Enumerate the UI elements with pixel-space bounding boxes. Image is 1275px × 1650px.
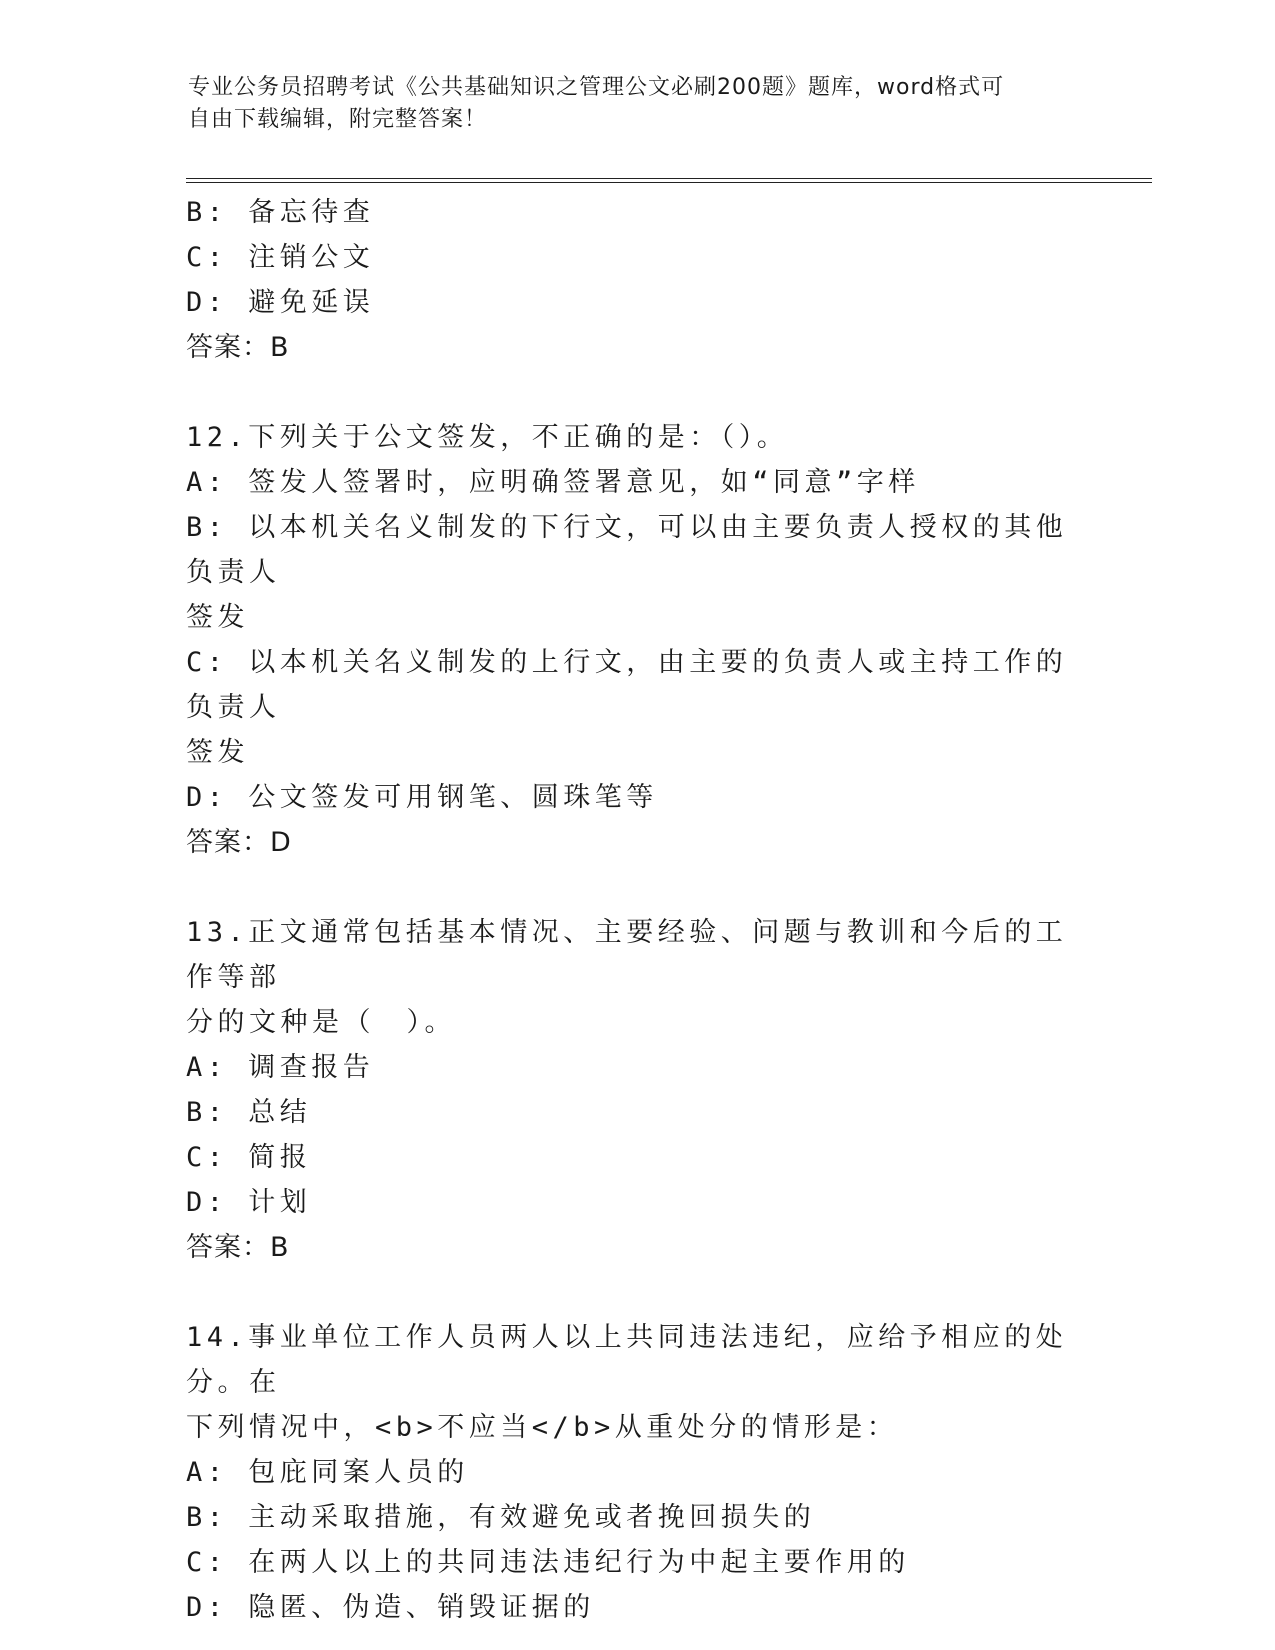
header-divider (186, 178, 1152, 183)
question-stem: 14.事业单位工作人员两人以上共同违法违纪，应给予相应的处分。在 (186, 1322, 1068, 1398)
question-stem-continued: 下列情况中，<b>不应当</b>从重处分的情形是： (186, 1412, 899, 1443)
option-c: C: 在两人以上的共同违法违纪行为中起主要作用的 (186, 1547, 910, 1578)
option-d: D: 隐匿、伪造、销毁证据的 (186, 1592, 595, 1623)
spacer (186, 865, 1086, 910)
option-a: A: 签发人签署时，应明确签署意见，如“同意”字样 (186, 467, 920, 498)
page-header (188, 72, 1068, 136)
answer-line: 答案：B (186, 1232, 290, 1263)
question-block-13 (186, 910, 1086, 1270)
option-c: C: 简报 (186, 1142, 312, 1173)
question-stem: 13.正文通常包括基本情况、主要经验、问题与教训和今后的工作等部 (186, 917, 1068, 993)
spacer (186, 1270, 1086, 1315)
question-block-14 (186, 1315, 1086, 1630)
option-c: C: 以本机关名义制发的上行文，由主要的负责人或主持工作的负责人 (186, 647, 1068, 723)
header-title-line-2: 自由下载编辑，附完整答案！ (188, 107, 488, 132)
question-block-11 (186, 190, 1086, 370)
option-d: D: 避免延误 (186, 287, 375, 318)
option-a: A: 调查报告 (186, 1052, 375, 1083)
header-title-line-1: 专业公务员招聘考试《公共基础知识之管理公文必刷200题》题库，word格式可 (188, 75, 1005, 100)
answer-line: 答案：B (186, 332, 290, 363)
option-b-continued: 签发 (186, 602, 249, 633)
option-d: D: 公文签发可用钢笔、圆珠笔等 (186, 782, 658, 813)
option-c-continued: 签发 (186, 737, 249, 768)
question-block-12 (186, 415, 1086, 865)
option-b: B: 以本机关名义制发的下行文，可以由主要负责人授权的其他负责人 (186, 512, 1068, 588)
answer-line: 答案：D (186, 827, 292, 858)
option-b: B: 总结 (186, 1097, 312, 1128)
spacer (186, 370, 1086, 415)
question-content (186, 190, 1086, 1630)
question-stem-continued: 分的文种是（ ）。 (186, 1007, 456, 1038)
option-d: D: 计划 (186, 1187, 312, 1218)
option-c: C: 注销公文 (186, 242, 375, 273)
option-b: B: 备忘待查 (186, 197, 375, 228)
option-b: B: 主动采取措施，有效避免或者挽回损失的 (186, 1502, 816, 1533)
question-stem: 12.下列关于公文签发，不正确的是：（）。 (186, 422, 789, 453)
option-a: A: 包庇同案人员的 (186, 1457, 469, 1488)
